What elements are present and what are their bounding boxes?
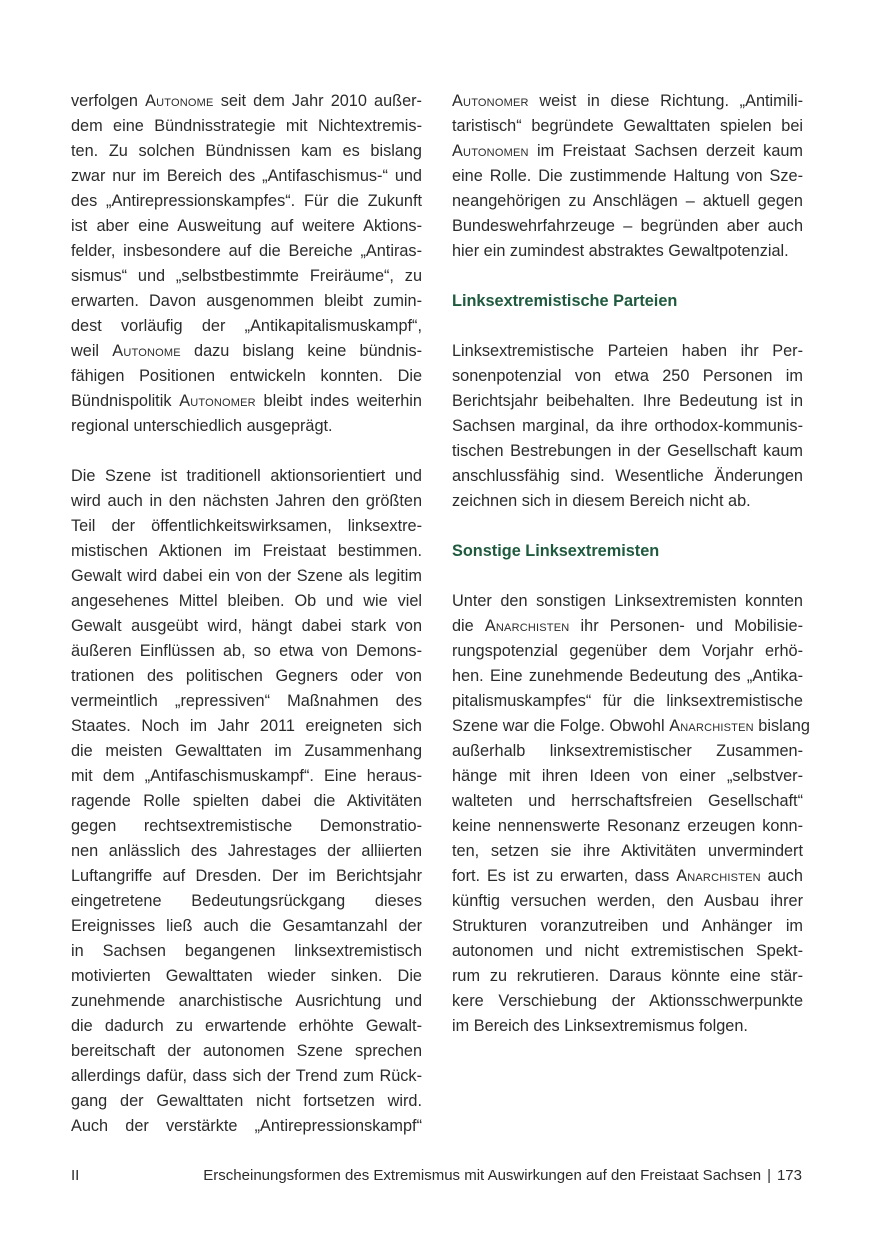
text-run: rum zu rekrutieren. Daraus könnte eine stär- (452, 967, 803, 985)
text-run: weil (71, 342, 113, 360)
text-line (452, 864, 803, 889)
text-run: die meisten Gewalttaten im Zusammenhang (71, 742, 422, 760)
text-run: ihr Personen- und Mobilisie- (569, 617, 803, 635)
text-run: im Bereich des Linksextremismus folgen. (452, 1017, 748, 1035)
text-line (452, 714, 810, 739)
text-run: allerdings dafür, dass sich der Trend zum Rück- (71, 1067, 422, 1085)
text-line (452, 464, 803, 489)
text-run: wird auch in den nächsten Jahren den größten (71, 492, 422, 510)
text-run: verfolgen (71, 92, 146, 110)
text-run: walteten und herrschaftsfreien Gesellschaft“ (452, 792, 803, 810)
text-run: trationen des politischen Gegners oder von (71, 667, 422, 685)
text-line (71, 264, 422, 289)
text-run: fähigen Positionen entwickeln konnten. Die (71, 367, 422, 385)
text-run: vermeintlich „repressiven“ Maßnahmen des (71, 692, 422, 710)
text-line (452, 164, 803, 189)
paragraph-gap (452, 314, 803, 339)
text-line (452, 489, 803, 514)
right-text-column (452, 89, 810, 1039)
text-run: die dadurch zu erwartende erhöhte Gewalt- (71, 1017, 422, 1035)
text-run: keine nennenswerte Resonanz erzeugen konn- (452, 817, 803, 835)
small-caps-term: Autonomer (179, 392, 256, 410)
text-run: Berichtsjahr beibehalten. Ihre Bedeutung ist in (452, 392, 803, 410)
text-run: dest vorläufig der „Antikapitalismuskampf“, (71, 317, 422, 335)
footer-title: Erscheinungsformen des Extremismus mit Auswirkungen auf den Freistaat Sachsen (203, 1167, 762, 1184)
text-run: Unter den sonstigen Linksextremisten konnten (452, 592, 803, 610)
running-footer (203, 1166, 802, 1186)
page-footer (71, 1166, 802, 1186)
text-line (71, 764, 422, 789)
paragraph-gap (452, 514, 803, 539)
text-line (452, 214, 803, 239)
text-run: eine Rolle. Die zustimmende Haltung von Sze- (452, 167, 803, 185)
text-line (71, 164, 422, 189)
text-run: ist aber eine Ausweitung auf weitere Aktions- (71, 217, 422, 235)
paragraph-gap (71, 439, 422, 464)
section-heading: Linksextremistische Parteien (452, 292, 678, 310)
text-line (452, 939, 803, 964)
text-run: auch (760, 867, 803, 885)
text-line (452, 339, 803, 364)
text-line (71, 464, 422, 489)
text-line (452, 689, 803, 714)
text-run: Bündnispolitik (71, 392, 180, 410)
text-line (71, 1039, 422, 1064)
text-line (71, 389, 422, 414)
text-line (452, 589, 803, 614)
text-run: ten, setzen sie ihre Aktivitäten unvermindert (452, 842, 803, 860)
text-line (452, 989, 803, 1014)
text-run: Sachsen marginal, da ihre orthodox-kommunis- (452, 417, 803, 435)
text-run: eingetretene Bedeutungsrückgang dieses (71, 892, 422, 910)
text-line (71, 114, 422, 139)
text-line (71, 339, 422, 364)
text-run: im Freistaat Sachsen derzeit kaum (528, 142, 803, 160)
text-run: mit dem „Antifaschismuskampf“. Eine heraus- (71, 767, 422, 785)
text-run: Luftangriffe auf Dresden. Der im Berichtsjahr (71, 867, 422, 885)
text-line (71, 964, 422, 989)
text-run: äußeren Einflüssen ab, so etwa von Demons- (71, 642, 422, 660)
footer-separator: | (767, 1167, 771, 1184)
text-line (71, 314, 422, 339)
text-line (452, 1014, 803, 1039)
text-line (71, 239, 422, 264)
text-run: Die Szene ist traditionell aktionsorientiert und (71, 467, 422, 485)
text-run: motivierten Gewalttaten wieder sinken. Die (71, 967, 422, 985)
paragraph-gap (452, 264, 803, 289)
text-line (452, 814, 803, 839)
text-line (71, 689, 422, 714)
text-line (452, 114, 803, 139)
small-caps-term: Anarchisten (484, 617, 570, 635)
text-line (452, 389, 803, 414)
small-caps-term: Autonomen (452, 142, 529, 160)
small-caps-term: Anarchisten (669, 717, 754, 735)
text-line (71, 214, 422, 239)
text-line (71, 1014, 422, 1039)
text-run: Gewalt ausgeübt wird, hängt dabei stark von (71, 617, 422, 635)
text-line (452, 139, 803, 164)
text-run: die (452, 617, 485, 635)
text-line (452, 239, 803, 264)
small-caps-term: Autonomer (452, 92, 529, 110)
text-line (71, 989, 422, 1014)
text-line (452, 664, 803, 689)
text-run: künftig versuchen werden, den Ausbau ihrer (452, 892, 803, 910)
text-run: weist in diese Richtung. „Antimili- (528, 92, 803, 110)
text-run: ragende Rolle spielten dabei die Aktivitäten (71, 792, 422, 810)
text-line (71, 89, 422, 114)
text-line (452, 839, 803, 864)
text-line (71, 139, 422, 164)
text-run: fort. Es ist zu erwarten, dass (452, 867, 677, 885)
text-run: gang der Gewalttaten nicht fortsetzen wird. (71, 1092, 422, 1110)
text-run: autonomen und nicht extremistischen Spekt- (452, 942, 803, 960)
text-run: ten. Zu solchen Bündnissen kam es bislang (71, 142, 422, 160)
paragraph-gap (452, 564, 803, 589)
text-run: pitalismuskampfes“ für die linksextremistische (452, 692, 803, 710)
text-run: sismus“ und „selbstbestimmte Freiräume“, zu (71, 267, 422, 285)
text-run: Teil der öffentlichkeitswirksamen, linksextre- (71, 517, 422, 535)
text-line (452, 89, 803, 114)
text-run: rungspotenzial gegenüber dem Vorjahr erhö- (452, 642, 803, 660)
text-line (71, 814, 422, 839)
text-line (71, 1114, 422, 1139)
text-run: felder, insbesondere auf die Bereiche „Antiras- (71, 242, 422, 260)
text-line (71, 414, 422, 439)
text-run: angesehenes Mittel bleiben. Ob und wie viel (71, 592, 422, 610)
text-run: zeichnen sich in diesem Bereich nicht ab. (452, 492, 751, 510)
chapter-number: II (71, 1167, 80, 1184)
text-line (71, 614, 422, 639)
text-line (71, 914, 422, 939)
text-run: mistischen Aktionen im Freistaat bestimmen. (71, 542, 422, 560)
text-run: seit dem Jahr 2010 außer- (213, 92, 422, 110)
left-text-column (71, 89, 422, 1139)
text-run: Ereignisses ließ auch die Gesamtanzahl der (71, 917, 422, 935)
text-line (71, 939, 422, 964)
text-run: neangehörigen zu Anschlägen – aktuell gegen (452, 192, 803, 210)
text-run: Auch der verstärkte „Antirepressionskampf“ (71, 1117, 422, 1135)
text-line (452, 439, 803, 464)
text-run: dem eine Bündnisstrategie mit Nichtextremis- (71, 117, 422, 135)
text-run: Strukturen voranzutreiben und Anhänger im (452, 917, 803, 935)
text-line (71, 839, 422, 864)
text-run: tischen Bestrebungen in der Gesellschaft kaum (452, 442, 803, 460)
text-run: regional unterschiedlich ausgeprägt. (71, 417, 333, 435)
small-caps-term: Anarchisten (676, 867, 761, 885)
text-run: außerhalb linksextremistischer Zusammen- (452, 742, 803, 760)
text-line (71, 714, 422, 739)
text-line (71, 189, 422, 214)
text-run: in Sachsen begangenen linksextremistisch (71, 942, 422, 960)
text-run: bereitschaft der autonomen Szene sprechen (71, 1042, 422, 1060)
text-run: nen anlässlich des Jahrestages der alliierten (71, 842, 422, 860)
text-run: zwar nur im Bereich des „Antifaschismus-“ und (71, 167, 422, 185)
text-line (71, 514, 422, 539)
text-run: Gewalt wird dabei ein von der Szene als legitim (71, 567, 422, 585)
text-run: bislang (753, 717, 810, 735)
small-caps-term: Autonome (112, 342, 181, 360)
text-line (71, 639, 422, 664)
text-run: Bundeswehrfahrzeuge – begründen aber auch (452, 217, 803, 235)
text-line (71, 864, 422, 889)
text-run: Linksextremistische Parteien haben ihr Per- (452, 342, 803, 360)
text-run: erwarten. Davon ausgenommen bleibt zumin- (71, 292, 422, 310)
page-number: 173 (776, 1167, 802, 1184)
text-run: dazu bislang keine bündnis- (180, 342, 423, 360)
text-run: taristisch“ begründete Gewalttaten spielen bei (452, 117, 803, 135)
text-line (71, 789, 422, 814)
text-line (452, 764, 803, 789)
text-run: Szene war die Folge. Obwohl (452, 717, 670, 735)
text-line (71, 889, 422, 914)
text-run: Staates. Noch im Jahr 2011 ereigneten sich (71, 717, 422, 735)
text-line (452, 614, 803, 639)
text-run: anschlussfähig sind. Wesentliche Änderungen (452, 467, 803, 485)
text-run: des „Antirepressionskampfes“. Für die Zukunft (71, 192, 422, 210)
text-run: hänge mit ihren Ideen von einer „selbstver- (452, 767, 803, 785)
text-line (71, 1064, 422, 1089)
text-line (452, 789, 803, 814)
text-line (452, 414, 803, 439)
text-line (452, 889, 803, 914)
text-line (71, 739, 422, 764)
text-line (452, 914, 803, 939)
text-line (71, 489, 422, 514)
text-line (71, 664, 422, 689)
text-line (71, 289, 422, 314)
text-run: hen. Eine zunehmende Bedeutung des „Antika- (452, 667, 803, 685)
text-run: sonenpotenzial von etwa 250 Personen im (452, 367, 803, 385)
text-run: bleibt indes weiterhin (255, 392, 422, 410)
text-line (452, 639, 803, 664)
text-run: hier ein zumindest abstraktes Gewaltpotenzial. (452, 242, 789, 260)
text-line (452, 364, 803, 389)
text-run: gegen rechtsextremistische Demonstratio- (71, 817, 422, 835)
text-line (71, 564, 422, 589)
small-caps-term: Autonome (145, 92, 214, 110)
text-line (71, 1089, 422, 1114)
text-line (71, 539, 422, 564)
text-line (452, 964, 803, 989)
text-line (71, 589, 422, 614)
text-run: zunehmende anarchistische Ausrichtung und (71, 992, 422, 1010)
text-run: kere Verschiebung der Aktionsschwerpunkte (452, 992, 803, 1010)
text-line (71, 364, 422, 389)
text-line (452, 739, 803, 764)
section-heading: Sonstige Linksextremisten (452, 542, 660, 560)
text-line (452, 189, 803, 214)
